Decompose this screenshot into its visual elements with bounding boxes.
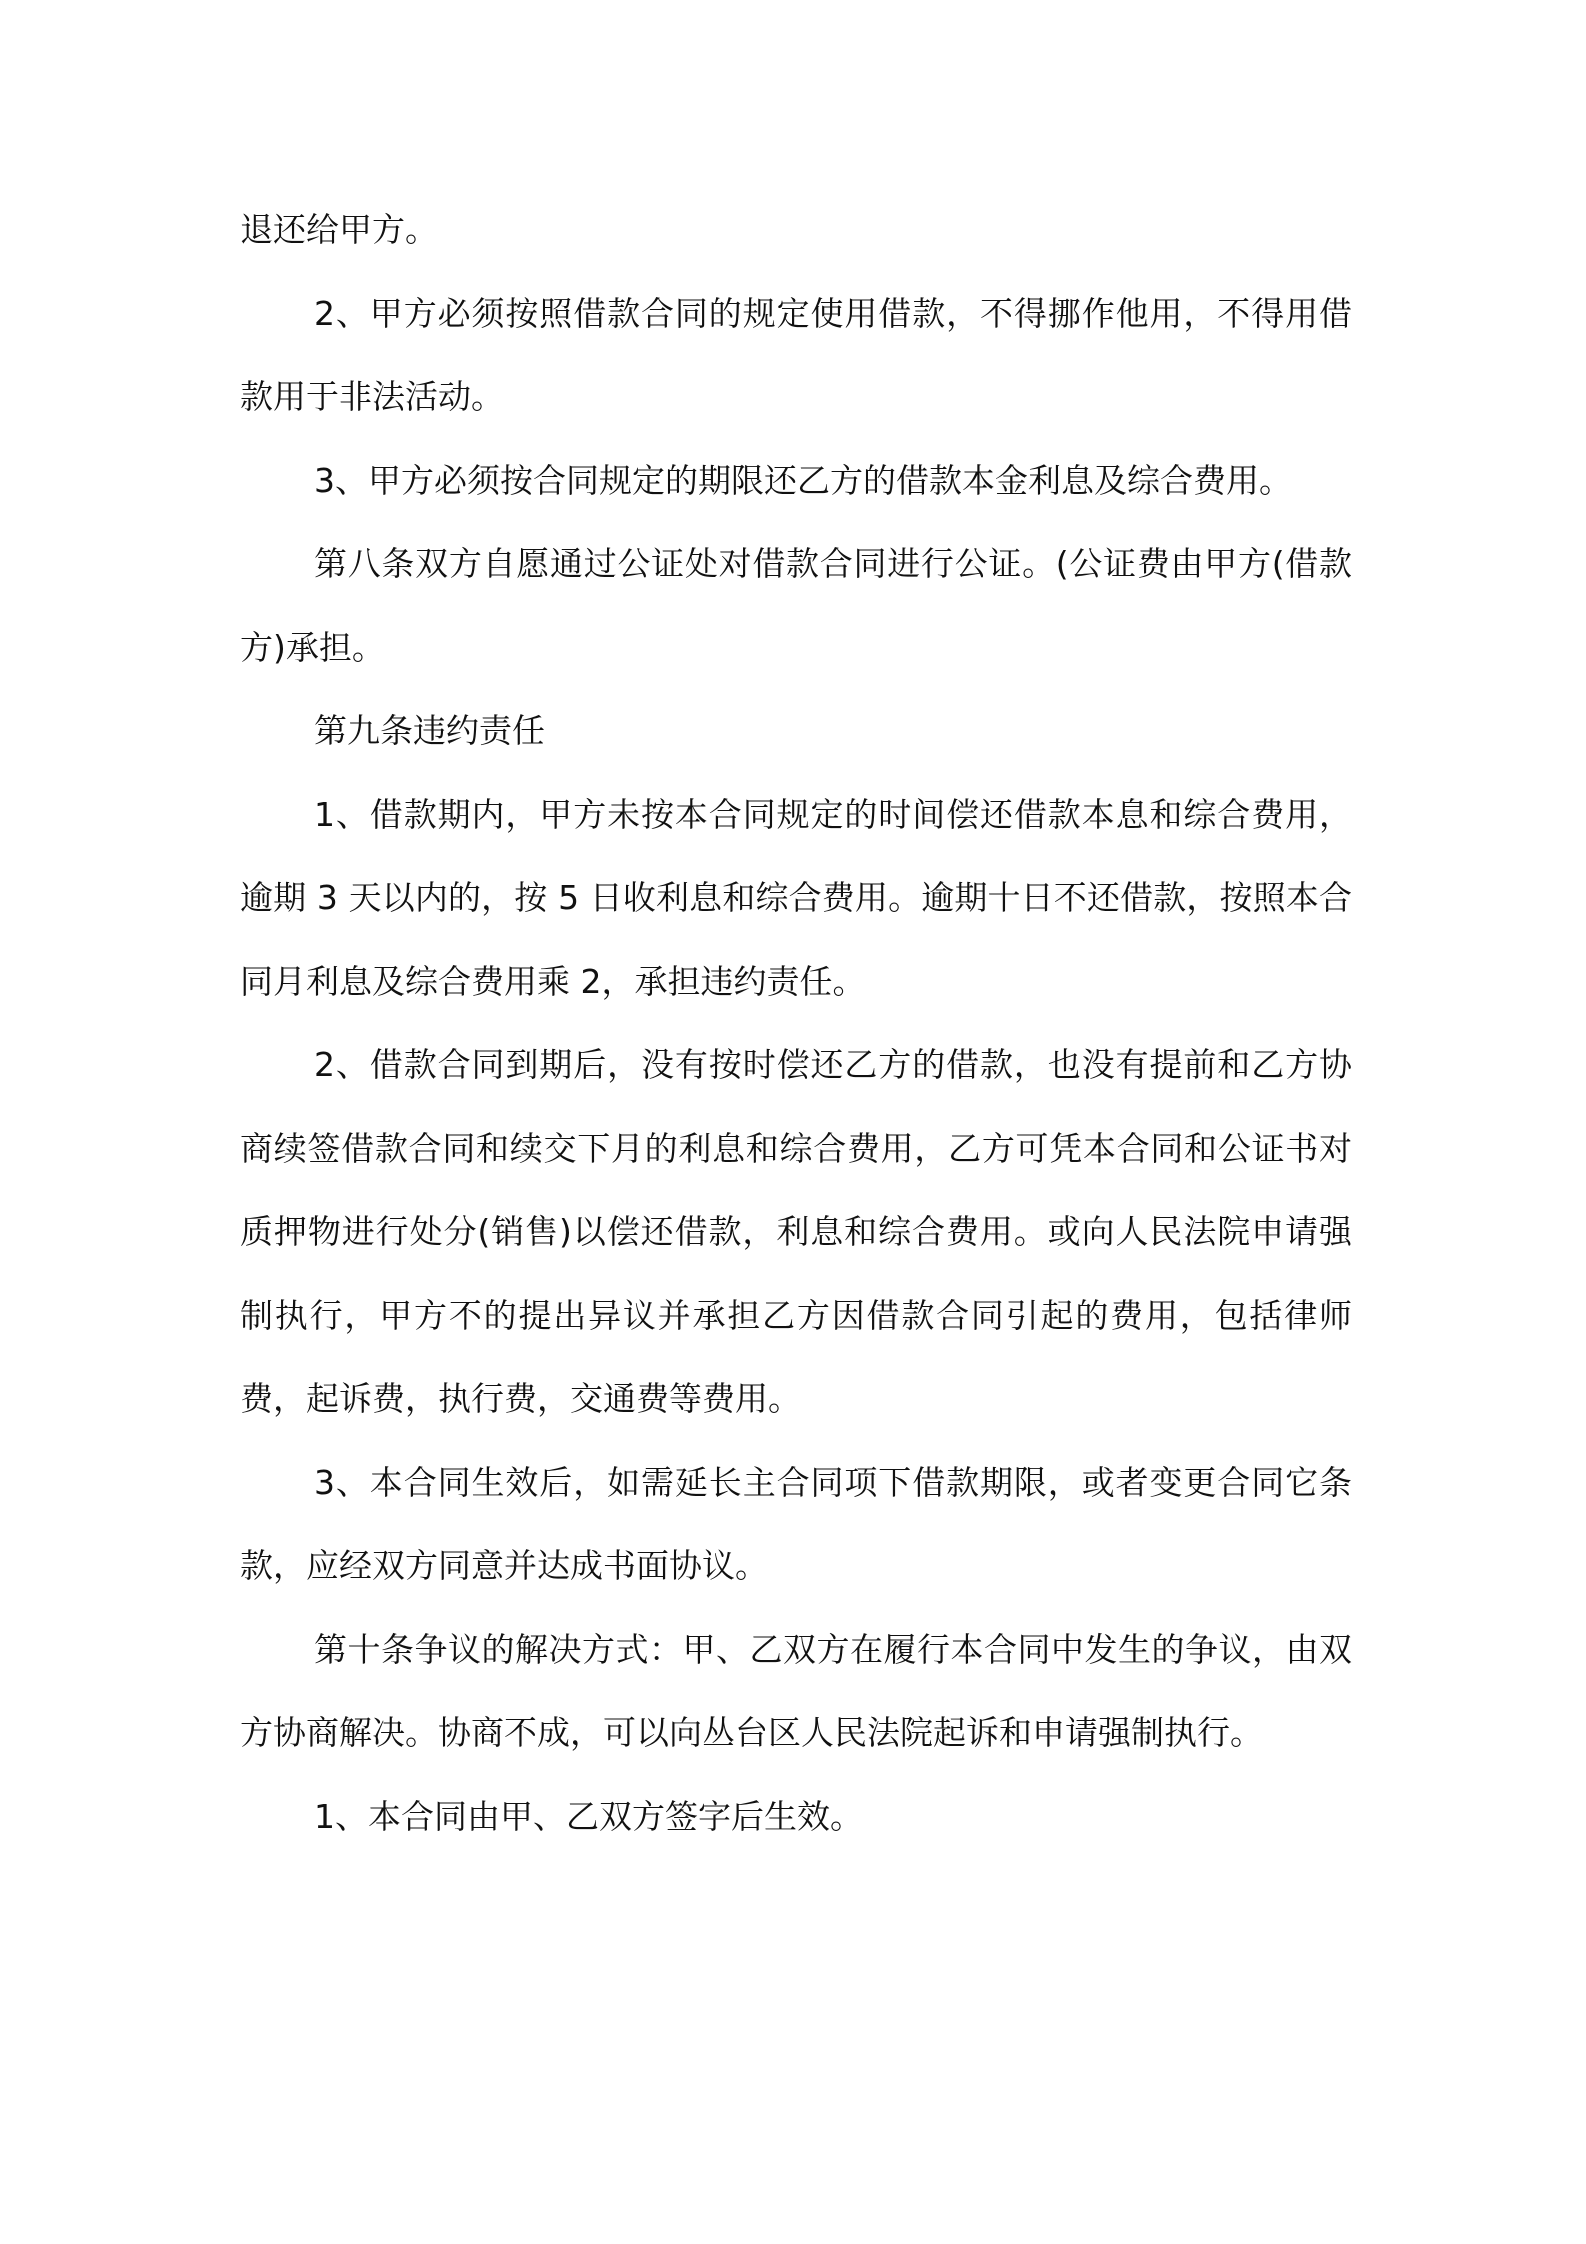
paragraph-article-10: 第十条争议的解决方式：甲、乙双方在履行本合同中发生的争议，由双方协商解决。协商不成，可以向丛台区人民法院起诉和申请强制执行。 <box>240 1629 1352 1752</box>
document-body <box>240 188 1352 1858</box>
paragraph-clause-9-3: 3、本合同生效后，如需延长主合同项下借款期限，或者变更合同它条款，应经双方同意并达成书面协议。 <box>240 1462 1352 1585</box>
paragraph-clause-7-3: 3、甲方必须按合同规定的期限还乙方的借款本金利息及综合费用。 <box>314 460 1292 500</box>
paragraph-clause-10-1: 1、本合同由甲、乙双方签字后生效。 <box>314 1796 863 1836</box>
paragraph-clause-9-1: 1、借款期内，甲方未按本合同规定的时间偿还借款本息和综合费用，逾期 3 天以内的，按 5 日收利息和综合费用。逾期十日不还借款，按照本合同月利息及综合费用乘 2，承担违约责任。 <box>240 794 1352 1001</box>
paragraph-clause-7-2: 2、甲方必须按照借款合同的规定使用借款，不得挪作他用，不得用借款用于非法活动。 <box>240 293 1352 416</box>
heading-article-9: 第九条违约责任 <box>314 711 545 750</box>
paragraph-continuation: 退还给甲方。 <box>240 210 438 249</box>
paragraph-article-8: 第八条双方自愿通过公证处对借款合同进行公证。(公证费由甲方(借款方)承担。 <box>240 544 1352 667</box>
paragraph-clause-9-2: 2、借款合同到期后，没有按时偿还乙方的借款，也没有提前和乙方协商续签借款合同和续交下月的利息和综合费用，乙方可凭本合同和公证书对质押物进行处分(销售)以偿还借款，利息和综合费用。或向人民法院申请强制执行，甲方不的提出异议并承担乙方因借款合同引起的费用，包括律师费，起诉费，执行费，交通费等费用。 <box>240 1045 1352 1418</box>
